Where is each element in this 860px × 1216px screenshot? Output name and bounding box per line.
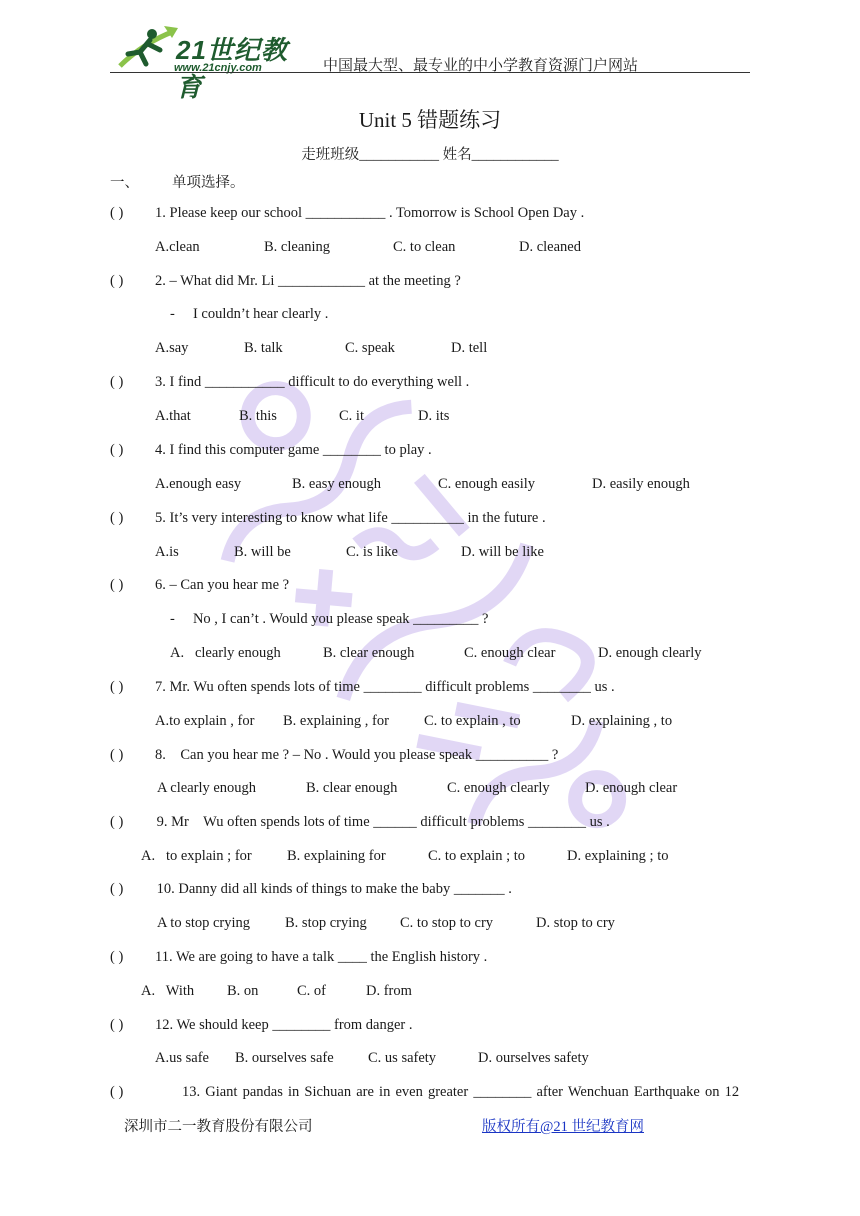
- option-b: B. on: [227, 983, 259, 999]
- class-name-fields: 走班班级___________ 姓名____________: [301, 147, 559, 163]
- option-a: A. clearly enough: [170, 645, 281, 661]
- header-slogan: 中国最大型、最专业的中小学教育资源门户网站: [323, 58, 639, 74]
- runner-logo-icon: [112, 24, 182, 74]
- footer-company: 深圳市二一教育股份有限公司: [124, 1119, 313, 1135]
- option-b: B. clear enough: [306, 780, 398, 796]
- option-d: D. stop to cry: [536, 915, 615, 931]
- option-c: C. to explain , to: [424, 713, 521, 729]
- answer-blank[interactable]: ( ): [110, 442, 124, 458]
- section-heading: [110, 171, 245, 192]
- option-d: D. explaining , to: [571, 713, 673, 729]
- question-text: 10. Danny did all kinds of things to make the baby _______ .: [153, 881, 512, 897]
- option-a: A.clean: [155, 239, 200, 255]
- question-text: 8. Can you hear me ? – No . Would you please speak __________ ?: [155, 747, 559, 763]
- option-b: B. ourselves safe: [235, 1050, 334, 1066]
- question-subline: - I couldn’t hear clearly .: [170, 306, 329, 322]
- option-c: C. speak: [345, 340, 395, 356]
- option-c: C. enough clear: [464, 645, 556, 661]
- option-d: D. enough clearly: [598, 645, 702, 661]
- answer-blank[interactable]: ( ): [110, 881, 124, 897]
- option-b: B. explaining for: [287, 848, 386, 864]
- option-b: B. this: [239, 408, 277, 424]
- option-d: D. easily enough: [592, 476, 690, 492]
- question-text: 13. Giant pandas in Sichuan are in even greater ________ after Wenchuan Earthquake on 12: [182, 1084, 740, 1100]
- site-logo: [112, 24, 312, 102]
- option-b: B. easy enough: [292, 476, 381, 492]
- option-c: C. enough easily: [438, 476, 536, 492]
- option-c: C. to stop to cry: [400, 915, 494, 931]
- option-b: B. clear enough: [323, 645, 415, 661]
- option-a: A.say: [155, 340, 189, 356]
- section-label: 单项选择。: [172, 175, 245, 191]
- option-d: D. ourselves safety: [478, 1050, 589, 1066]
- answer-blank[interactable]: ( ): [110, 949, 124, 965]
- option-a: A. With: [141, 983, 195, 999]
- question-subline: - No , I can’t . Would you please speak _________ ?: [170, 611, 489, 627]
- option-b: B. will be: [234, 544, 291, 560]
- option-d: D. from: [366, 983, 412, 999]
- option-c: C. enough clearly: [447, 780, 550, 796]
- option-b: B. explaining , for: [283, 713, 389, 729]
- answer-blank[interactable]: ( ): [110, 510, 124, 526]
- option-a: A.enough easy: [155, 476, 242, 492]
- option-b: B. stop crying: [285, 915, 367, 931]
- option-d: D. its: [418, 408, 450, 424]
- footer-copyright-link[interactable]: 版权所有@21 世纪教育网: [482, 1119, 644, 1135]
- answer-blank[interactable]: ( ): [110, 205, 124, 221]
- page-header: [110, 22, 750, 102]
- answer-blank[interactable]: ( ): [110, 273, 124, 289]
- option-d: D. cleaned: [519, 239, 581, 255]
- question-text: 12. We should keep ________ from danger .: [155, 1017, 413, 1033]
- answer-blank[interactable]: ( ): [110, 1017, 124, 1033]
- option-a: A to stop crying: [157, 915, 251, 931]
- answer-blank[interactable]: ( ): [110, 577, 124, 593]
- question-text: 5. It’s very interesting to know what life __________ in the future .: [155, 510, 546, 526]
- answer-blank[interactable]: ( ): [110, 374, 124, 390]
- question-text: 3. I find ___________ difficult to do everything well .: [155, 374, 470, 390]
- option-b: B. talk: [244, 340, 283, 356]
- option-c: C. to explain ; to: [428, 848, 526, 864]
- question-text: 6. – Can you hear me ?: [155, 577, 290, 593]
- option-c: C. is like: [346, 544, 398, 560]
- answer-blank[interactable]: ( ): [110, 747, 124, 763]
- option-a: A.us safe: [155, 1050, 209, 1066]
- question-text: 11. We are going to have a talk ____ the English history .: [155, 949, 488, 965]
- option-d: D. tell: [451, 340, 488, 356]
- option-c: C. to clean: [393, 239, 456, 255]
- option-a: A.that: [155, 408, 191, 424]
- option-c: C. it: [339, 408, 364, 424]
- option-a: A.to explain , for: [155, 713, 255, 729]
- answer-blank[interactable]: ( ): [110, 1084, 124, 1100]
- page-title: Unit 5 错题练习: [358, 108, 502, 132]
- question-text: 2. – What did Mr. Li ____________ at the meeting ?: [155, 273, 461, 289]
- option-d: D. enough clear: [585, 780, 678, 796]
- option-a: A. to explain ; for: [141, 848, 252, 864]
- question-text: 4. I find this computer game ________ to play .: [155, 442, 432, 458]
- option-c: C. of: [297, 983, 326, 999]
- logo-text: 21世纪教育: [176, 35, 288, 102]
- question-text: 9. Mr Wu often spends lots of time ______ difficult problems ________ us .: [153, 814, 610, 830]
- option-b: B. cleaning: [264, 239, 331, 255]
- question-text: 7. Mr. Wu often spends lots of time ________ difficult problems ________ us .: [155, 679, 615, 695]
- option-a: A.is: [155, 544, 179, 560]
- option-c: C. us safety: [368, 1050, 437, 1066]
- question-text: 1. Please keep our school ___________ . Tomorrow is School Open Day .: [155, 205, 585, 221]
- option-d: D. will be like: [461, 544, 544, 560]
- header-divider: [110, 72, 750, 73]
- option-a: A clearly enough: [157, 780, 257, 796]
- answer-blank[interactable]: ( ): [110, 814, 124, 830]
- logo-url: www.21cnjy.com: [174, 62, 262, 74]
- answer-blank[interactable]: ( ): [110, 679, 124, 695]
- option-d: D. explaining ; to: [567, 848, 669, 864]
- section-number: 一、: [110, 175, 139, 191]
